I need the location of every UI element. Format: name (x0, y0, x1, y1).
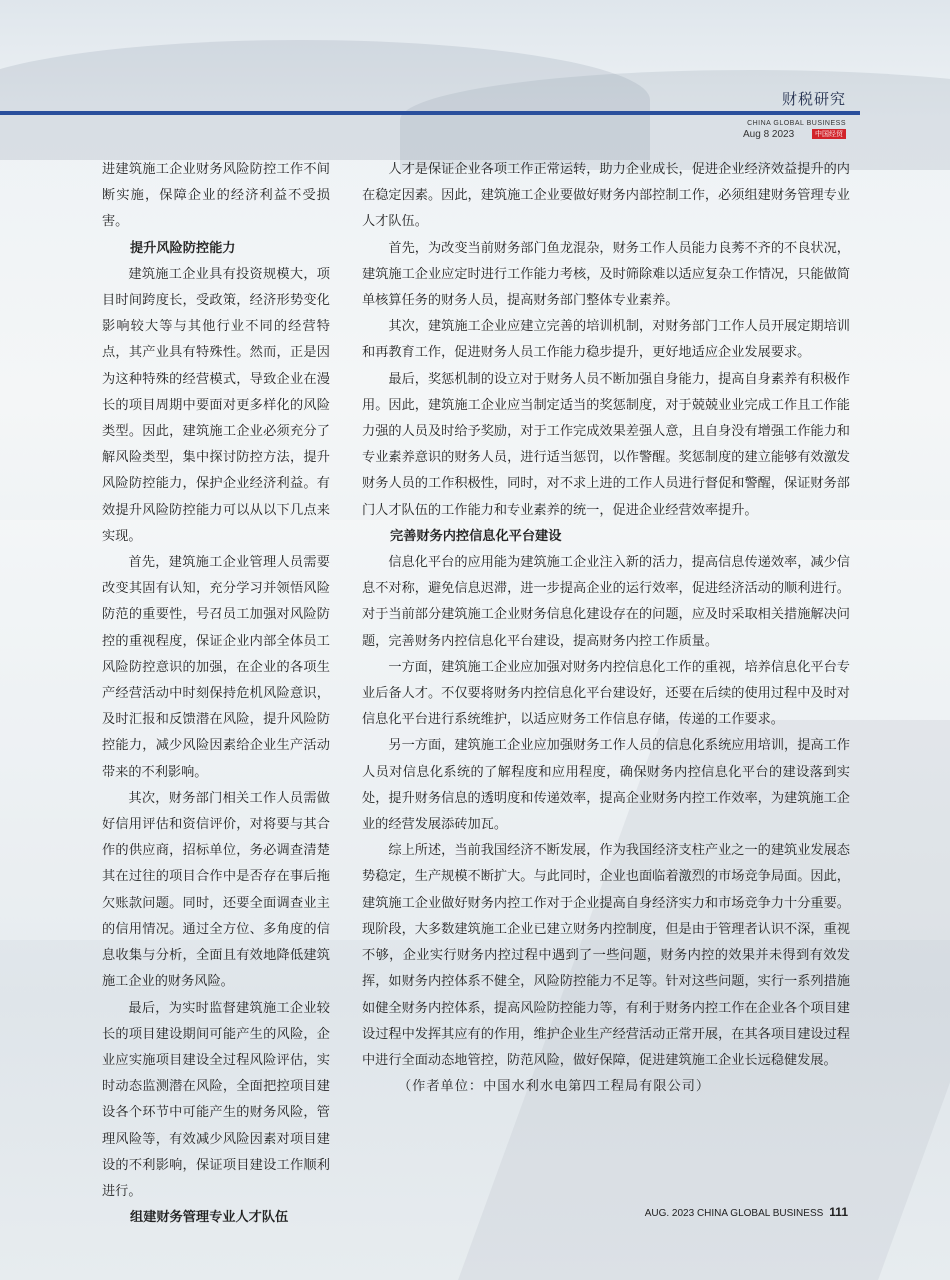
body-paragraph: 另一方面，建筑施工企业应加强财务工作人员的信息化系统应用培训，提高工作人员对信息化系统的了解程度和应用程度，确保财务内控信息化平台的建设落到实处，提升财务信息的透明度和传递效率，提高企业财务内控工作效率，为建筑施工企业的经营发展添砖加瓦。 (362, 738, 850, 833)
body-paragraph: 综上所述，当前我国经济不断发展，作为我国经济支柱产业之一的建筑业发展态势稳定，生产规模不断扩大。与此同时，企业也面临着激烈的市场竞争局面。因此，建筑施工企业做好财务内控工作对于企业提高自身经济实力和市场竞争力十分重要。现阶段，大多数建筑施工企业已建立财务内控制度，但是由于管理者认识不深，重视不够，企业实行财务内控过程中遇到了一些问题，财务内控的效果并未得到有效发挥，如财务内控体系不健全，风险防控能力不足等。针对这些问题，实行一系列措施如健全财务内控体系，提高风险防控能力等，有利于财务内控工作在企业各个项目建设过程中发挥其应有的作用，维护企业生产经营活动正常开展，在其各项目建设过程中进行全面动态地管控，防范风险，做好保障，促进建筑施工企业长远稳健发展。 (362, 843, 850, 1068)
section-title: 财税研究 (781, 90, 846, 108)
background-hill (0, 40, 650, 160)
body-paragraph: 信息化平台的应用能为建筑施工企业注入新的活力，提高信息传递效率，减少信息不对称，避免信息迟滞，进一步提高企业的运行效率，促进经济活动的顺利进行。对于当前部分建筑施工企业财务信息化建设存在的问题，应及时采取相关措施解决问题，完善财务内控信息化平台建设，提高财务内控工作质量。 (362, 555, 850, 649)
body-paragraph: 最后，为实时监督建筑施工企业较长的项目建设期间可能产生的风险，企业应实施项目建设全过程风险评估，实时动态监测潜在风险，全面把控项目建设各个环节中可能产生的财务风险，管理风险等，有效减少风险因素对项目建设的不利影响，保证项目建设工作顺利进行。 (102, 1000, 330, 1199)
body-paragraph: 首先，建筑施工企业管理人员需要改变其固有认知，充分学习并领悟风险防范的重要性，号召员工加强对风险防控的重视程度，保证企业内部全体员工风险防控意识的加强，在企业的各项生产经营活动中时刻保持危机风险意识，及时汇报和反馈潜在风险，提升风险防控能力，减少风险因素给企业生产活动带来的不利影响。 (102, 555, 330, 780)
section-heading: 组建财务管理专业人才队伍 (130, 1210, 289, 1226)
page-footer (645, 1205, 848, 1219)
journal-logo: 中国经贸 (812, 129, 846, 139)
section-heading: 提升风险防控能力 (130, 240, 236, 256)
body-paragraph: 一方面，建筑施工企业应加强对财务内控信息化工作的重视，培养信息化平台专业后备人才。不仅要将财务内控信息化平台建设好，还要在后续的使用过程中及时对信息化平台进行系统维护，以适应财务工作信息存储，传递的工作要求。 (362, 659, 850, 728)
body-paragraph: 人才是保证企业各项工作正常运转，助力企业成长，促进企业经济效益提升的内在稳定因素。因此，建筑施工企业要做好财务内部控制工作，必须组建财务管理专业人才队伍。 (362, 162, 850, 230)
issue-date: Aug 8 2023 (743, 129, 795, 140)
background-hill (400, 70, 950, 170)
header-rule (0, 111, 860, 115)
left-column (102, 157, 330, 1231)
footer-journal-line: AUG. 2023 CHINA GLOBAL BUSINESS (644, 1208, 824, 1219)
body-paragraph: 其次，建筑施工企业应建立完善的培训机制，对财务部门工作人员开展定期培训和再教育工作，促进财务人员工作能力稳步提升，更好地适应企业发展要求。 (362, 319, 850, 361)
right-column (362, 157, 850, 1100)
page-number: 111 (829, 1205, 848, 1219)
body-paragraph: 首先，为改变当前财务部门鱼龙混杂，财务工作人员能力良莠不齐的不良状况，建筑施工企业应定时进行工作能力考核，及时筛除难以适应复杂工作情况，只能做简单核算任务的财务人员，提高财务部门整体专业素养。 (362, 240, 850, 309)
body-paragraph: 最后，奖惩机制的设立对于财务人员不断加强自身能力，提高自身素养有积极作用。因此，建筑施工企业应当制定适当的奖惩制度，对于兢兢业业完成工作且工作能力强的人员及时给予奖励，对于工作完成效果差强人意，且自身没有增强工作能力和专业素养意识的财务人员，进行适当惩罚，以作警醒。奖惩制度的建立能够有效激发财务人员的工作积极性，同时，对不求上进的工作人员进行督促和警醒，保证财务部门人才队伍的工作能力和专业素养的统一，促进企业经营效率提升。 (362, 371, 850, 518)
body-paragraph: 其次，财务部门相关工作人员需做好信用评估和资信评价，对将要与其合作的供应商，招标单位，务必调查清楚其在过往的项目合作中是否存在事后拖欠账款问题。同时，还要全面调查业主的信用情况。通过全方位、多角度的信息收集与分析，全面且有效地降低建筑施工企业的财务风险。 (102, 790, 330, 990)
body-paragraph: 建筑施工企业具有投资规模大，项目时间跨度长，受政策，经济形势变化影响较大等与其他行业不同的经营特点，其产业具有特殊性。然而，正是因为这种特殊的经营模式，导致企业在漫长的项目周期中要面对更多样化的风险类型。因此，建筑施工企业必须充分了解风险类型，集中探讨防控方法，提升风险防控能力，保护企业经济利益。有效提升风险防控能力可以从以下几点来实现。 (102, 266, 330, 544)
author-affiliation: （作者单位：中国水利水电第四工程局有限公司） (398, 1079, 711, 1095)
journal-name: CHINA GLOBAL BUSINESS (747, 120, 846, 127)
body-paragraph: 进建筑施工企业财务风险防控工作不间断实施，保障企业的经济利益不受损害。 (102, 162, 330, 230)
section-heading: 完善财务内控信息化平台建设 (390, 528, 562, 544)
